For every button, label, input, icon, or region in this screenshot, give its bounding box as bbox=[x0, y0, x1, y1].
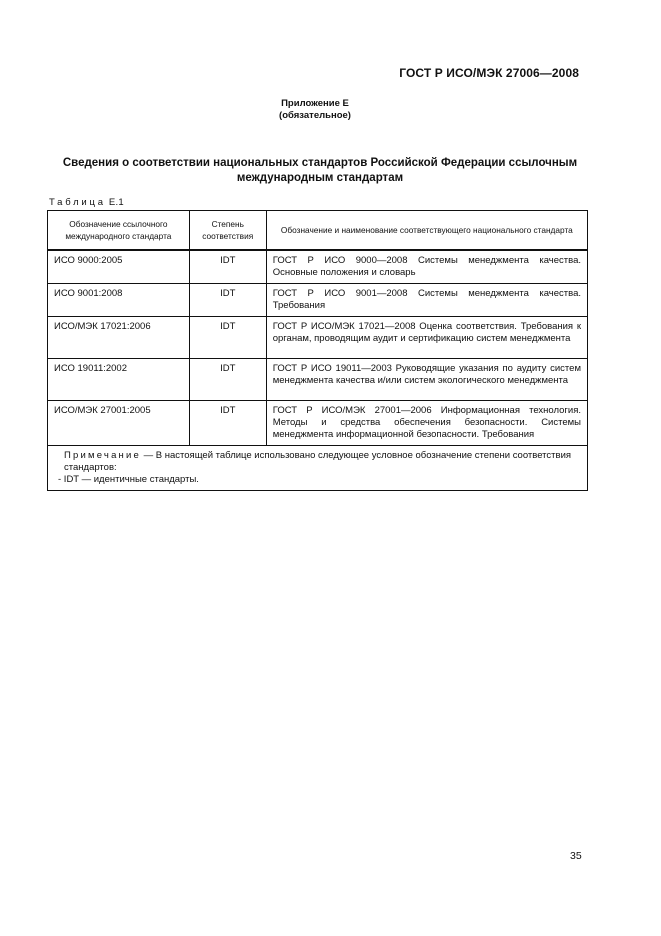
column-header-intl-standard: Обозначение ссылочного международного стандарта bbox=[48, 211, 190, 251]
cell-degree: IDT bbox=[189, 317, 266, 359]
appendix-heading bbox=[0, 98, 630, 122]
document-code-header: ГОСТ Р ИСО/МЭК 27006—2008 bbox=[399, 66, 579, 80]
cell-intl-standard: ИСО 9000:2005 bbox=[48, 250, 190, 284]
appendix-status: (обязательное) bbox=[279, 110, 351, 121]
cell-degree: IDT bbox=[189, 250, 266, 284]
cell-intl-standard: ИСО 9001:2008 bbox=[48, 284, 190, 317]
cell-degree: IDT bbox=[189, 359, 266, 401]
table-row bbox=[48, 317, 588, 359]
table-caption bbox=[49, 197, 124, 208]
section-title-line-1: Сведения о соответствии национальных стандартов Российской Федерации ссылочным bbox=[62, 157, 578, 169]
correspondence-table bbox=[47, 210, 588, 491]
note-item: - IDT — идентичные стандарты. bbox=[58, 474, 199, 485]
cell-degree: IDT bbox=[189, 284, 266, 317]
cell-national-standard: ГОСТ Р ИСО 19011—2003 Руководящие указания по аудиту систем менеджмента качества и/или систем экологического менеджмента bbox=[266, 359, 587, 401]
table-row bbox=[48, 401, 588, 446]
cell-national-standard: ГОСТ Р ИСО/МЭК 27001—2006 Информационная технология. Методы и средства обеспечения безопасности. Системы менеджмента информационной безопасности. Требования bbox=[266, 401, 587, 446]
table-caption-number: Е.1 bbox=[108, 197, 124, 208]
cell-intl-standard: ИСО/МЭК 27001:2005 bbox=[48, 401, 190, 446]
cell-intl-standard: ИСО 19011:2002 bbox=[48, 359, 190, 401]
table-note-row bbox=[48, 446, 588, 491]
table-row bbox=[48, 284, 588, 317]
table-row bbox=[48, 250, 588, 284]
cell-national-standard: ГОСТ Р ИСО 9000—2008 Системы менеджмента качества. Основные положения и словарь bbox=[266, 250, 587, 284]
appendix-title: Приложение Е bbox=[281, 98, 349, 109]
note-paragraph bbox=[54, 450, 581, 474]
page-number: 35 bbox=[570, 850, 582, 862]
table-row bbox=[48, 359, 588, 401]
table-caption-word: Таблица bbox=[49, 197, 106, 208]
cell-national-standard: ГОСТ Р ИСО 9001—2008 Системы менеджмента качества. Требования bbox=[266, 284, 587, 317]
section-title bbox=[50, 156, 590, 186]
cell-national-standard: ГОСТ Р ИСО/МЭК 17021—2008 Оценка соответствия. Требования к органам, проводящим аудит и сертификацию систем менеджмента bbox=[266, 317, 587, 359]
cell-intl-standard: ИСО/МЭК 17021:2006 bbox=[48, 317, 190, 359]
cell-degree: IDT bbox=[189, 401, 266, 446]
table-header-row bbox=[48, 211, 588, 251]
column-header-degree: Степень соответствия bbox=[189, 211, 266, 251]
note-label: Примечание bbox=[64, 450, 141, 461]
column-header-national-standard: Обозначение и наименование соответствующего национального стандарта bbox=[266, 211, 587, 251]
section-title-line-2: международным стандартам bbox=[236, 172, 404, 184]
table-note bbox=[48, 446, 588, 491]
note-text: — В настоящей таблице использовано следующее условное обозначение степени соответствия стандартов: bbox=[64, 450, 572, 473]
